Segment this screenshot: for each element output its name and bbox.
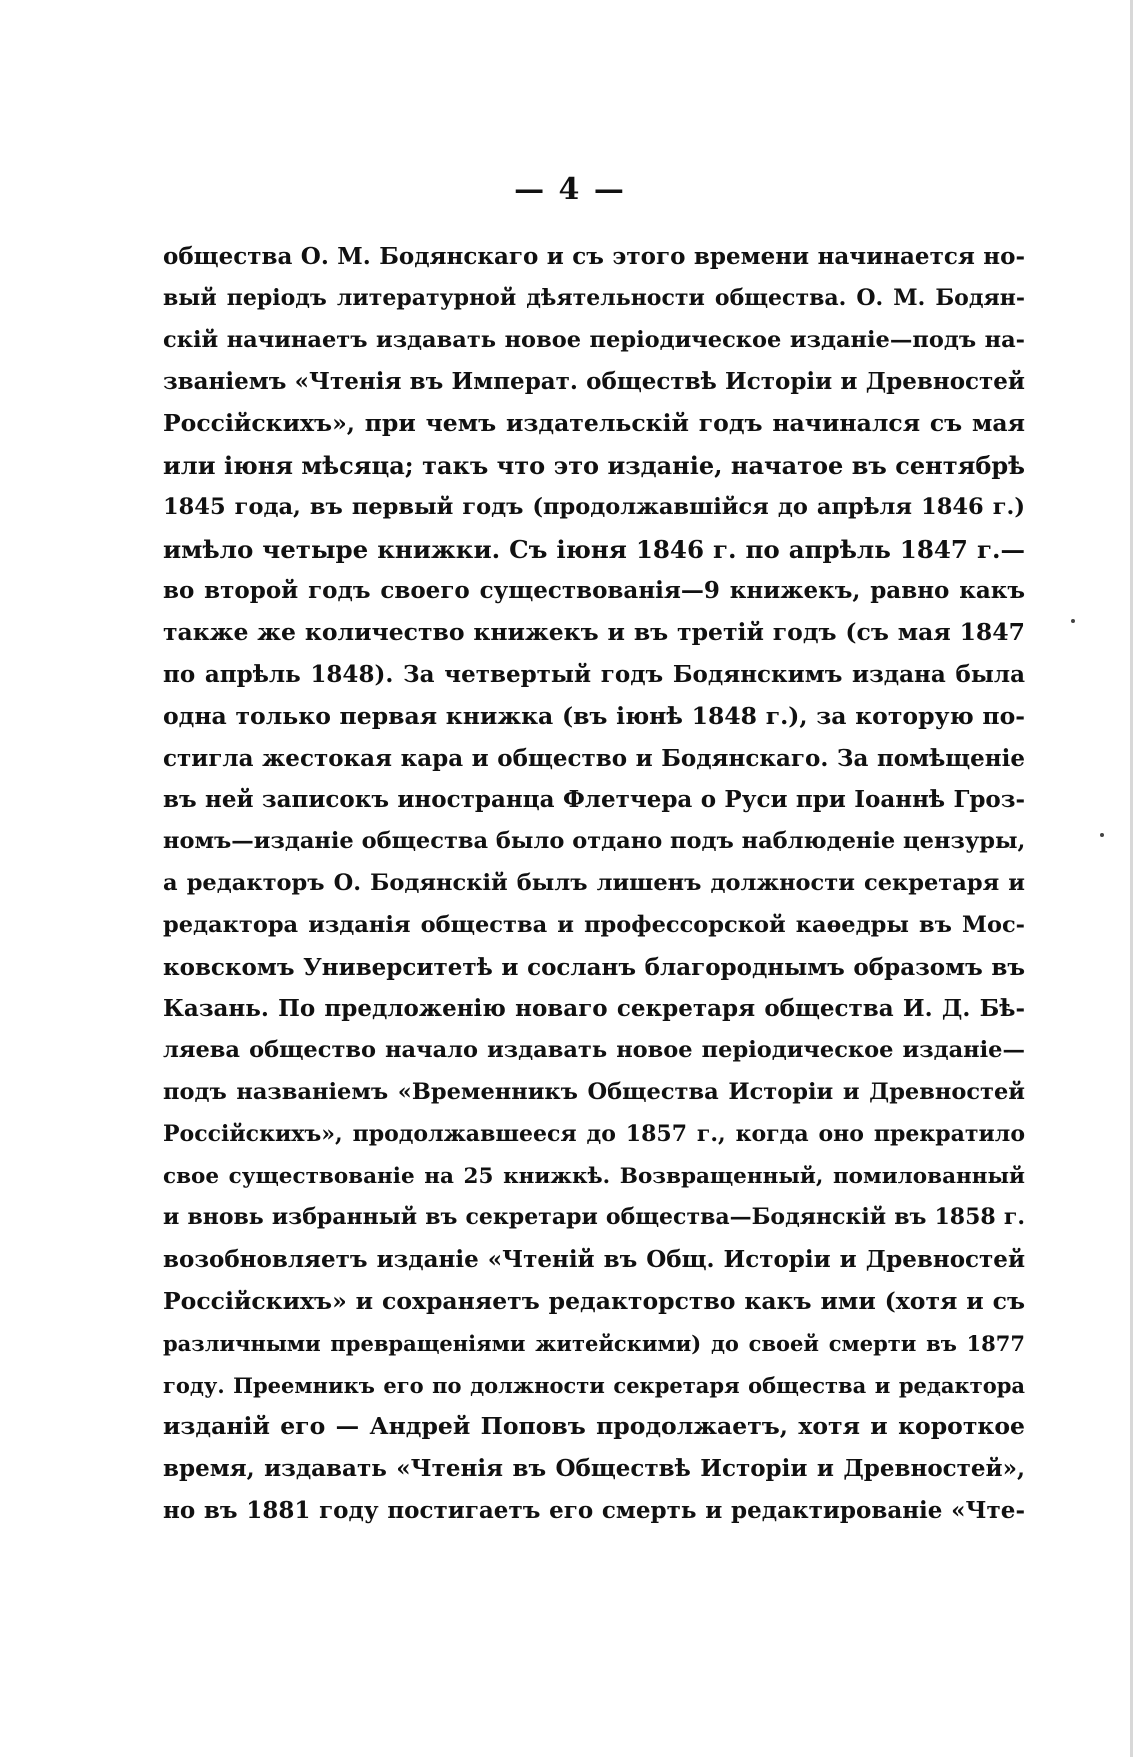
text-line: 1845 года, въ первый годъ (продолжавшійся до апрѣля 1846 г.) <box>163 493 1025 520</box>
text-line: во второй годъ своего существованія—9 книжекъ, равно какъ <box>163 577 1025 605</box>
text-line: ковскомъ Университетѣ и сосланъ благороднымъ образомъ въ <box>163 953 1025 981</box>
text-line: стигла жестокая кара и общество и Бодянскаго. За помѣщеніе <box>163 744 1025 772</box>
text-line: году. Преемникъ его по должности секретаря общества и редактора <box>163 1372 1025 1398</box>
page-edge-line <box>1130 0 1133 1757</box>
text-line: изданій его — Андрей Поповъ продолжаетъ, хотя и короткое <box>163 1412 1025 1441</box>
text-line: также же количество книжекъ и въ третій годъ (съ мая 1847 <box>163 618 1025 647</box>
scan-speck <box>1071 619 1075 623</box>
text-line: а редакторъ О. Бодянскій былъ лишенъ должности секретаря и <box>163 869 1025 896</box>
text-line: Казань. По предложенію новаго секретаря общества И. Д. Бѣ- <box>163 995 1025 1023</box>
body-text <box>163 236 1025 1532</box>
text-line: въ ней записокъ иностранца Флетчера о Руси при Іоаннѣ Гроз- <box>163 786 1025 814</box>
text-line: подъ названіемъ «Временникъ Общества Исторіи и Древностей <box>163 1078 1025 1105</box>
text-line: возобновляетъ изданіе «Чтеній въ Общ. Исторіи и Древностей <box>163 1246 1025 1274</box>
text-line: Россійскихъ» и сохраняетъ редакторство какъ ими (хотя и съ <box>163 1286 1025 1315</box>
text-line: Россійскихъ», продолжавшееся до 1857 г., когда оно прекратило <box>163 1120 1025 1147</box>
text-line: ляева общество начало издавать новое періодическое изданіе— <box>163 1037 1025 1064</box>
text-line: скій начинаетъ издавать новое періодическое изданіе—подъ на- <box>163 326 1025 353</box>
page-number: — 4 — <box>514 172 626 207</box>
text-line: но въ 1881 году постигаетъ его смерть и редактированіе «Чте- <box>163 1496 1025 1524</box>
text-line: одна только первая книжка (въ іюнѣ 1848 г.), за которую по- <box>163 701 1025 730</box>
text-line: званіемъ «Чтенія въ Императ. обществѣ Исторіи и Древностей <box>163 368 1025 396</box>
text-line: редактора изданія общества и профессорской каѳедры въ Мос- <box>163 911 1025 938</box>
text-line: или іюня мѣсяца; такъ что это изданіе, начатое въ сентябрѣ <box>163 450 1025 480</box>
text-line: свое существованіе на 25 книжкѣ. Возвращенный, помилованный <box>163 1163 1025 1189</box>
text-line: номъ—изданіе общества было отдано подъ наблюденіе цензуры, <box>163 828 1025 855</box>
scan-speck <box>1100 833 1104 837</box>
text-line: время, издавать «Чтенія въ Обществѣ Исторіи и Древностей», <box>163 1455 1025 1483</box>
text-line: Россійскихъ», при чемъ издательскій годъ начинался съ мая <box>163 409 1025 438</box>
text-line: и вновь избранный въ секретари общества—Бодянскій въ 1858 г. <box>163 1204 1025 1231</box>
text-line: вый періодъ литературной дѣятельности общества. О. М. Бодян- <box>163 284 1025 311</box>
text-line: различными превращеніями житейскими) до своей смерти въ 1877 <box>163 1330 1025 1356</box>
text-line: по апрѣль 1848). За четвертый годъ Бодянскимъ издана была <box>163 660 1025 688</box>
text-line: имѣло четыре книжки. Съ іюня 1846 г. по апрѣль 1847 г.— <box>163 534 1025 564</box>
text-line: общества О. М. Бодянскаго и съ этого времени начинается но- <box>163 243 1025 270</box>
